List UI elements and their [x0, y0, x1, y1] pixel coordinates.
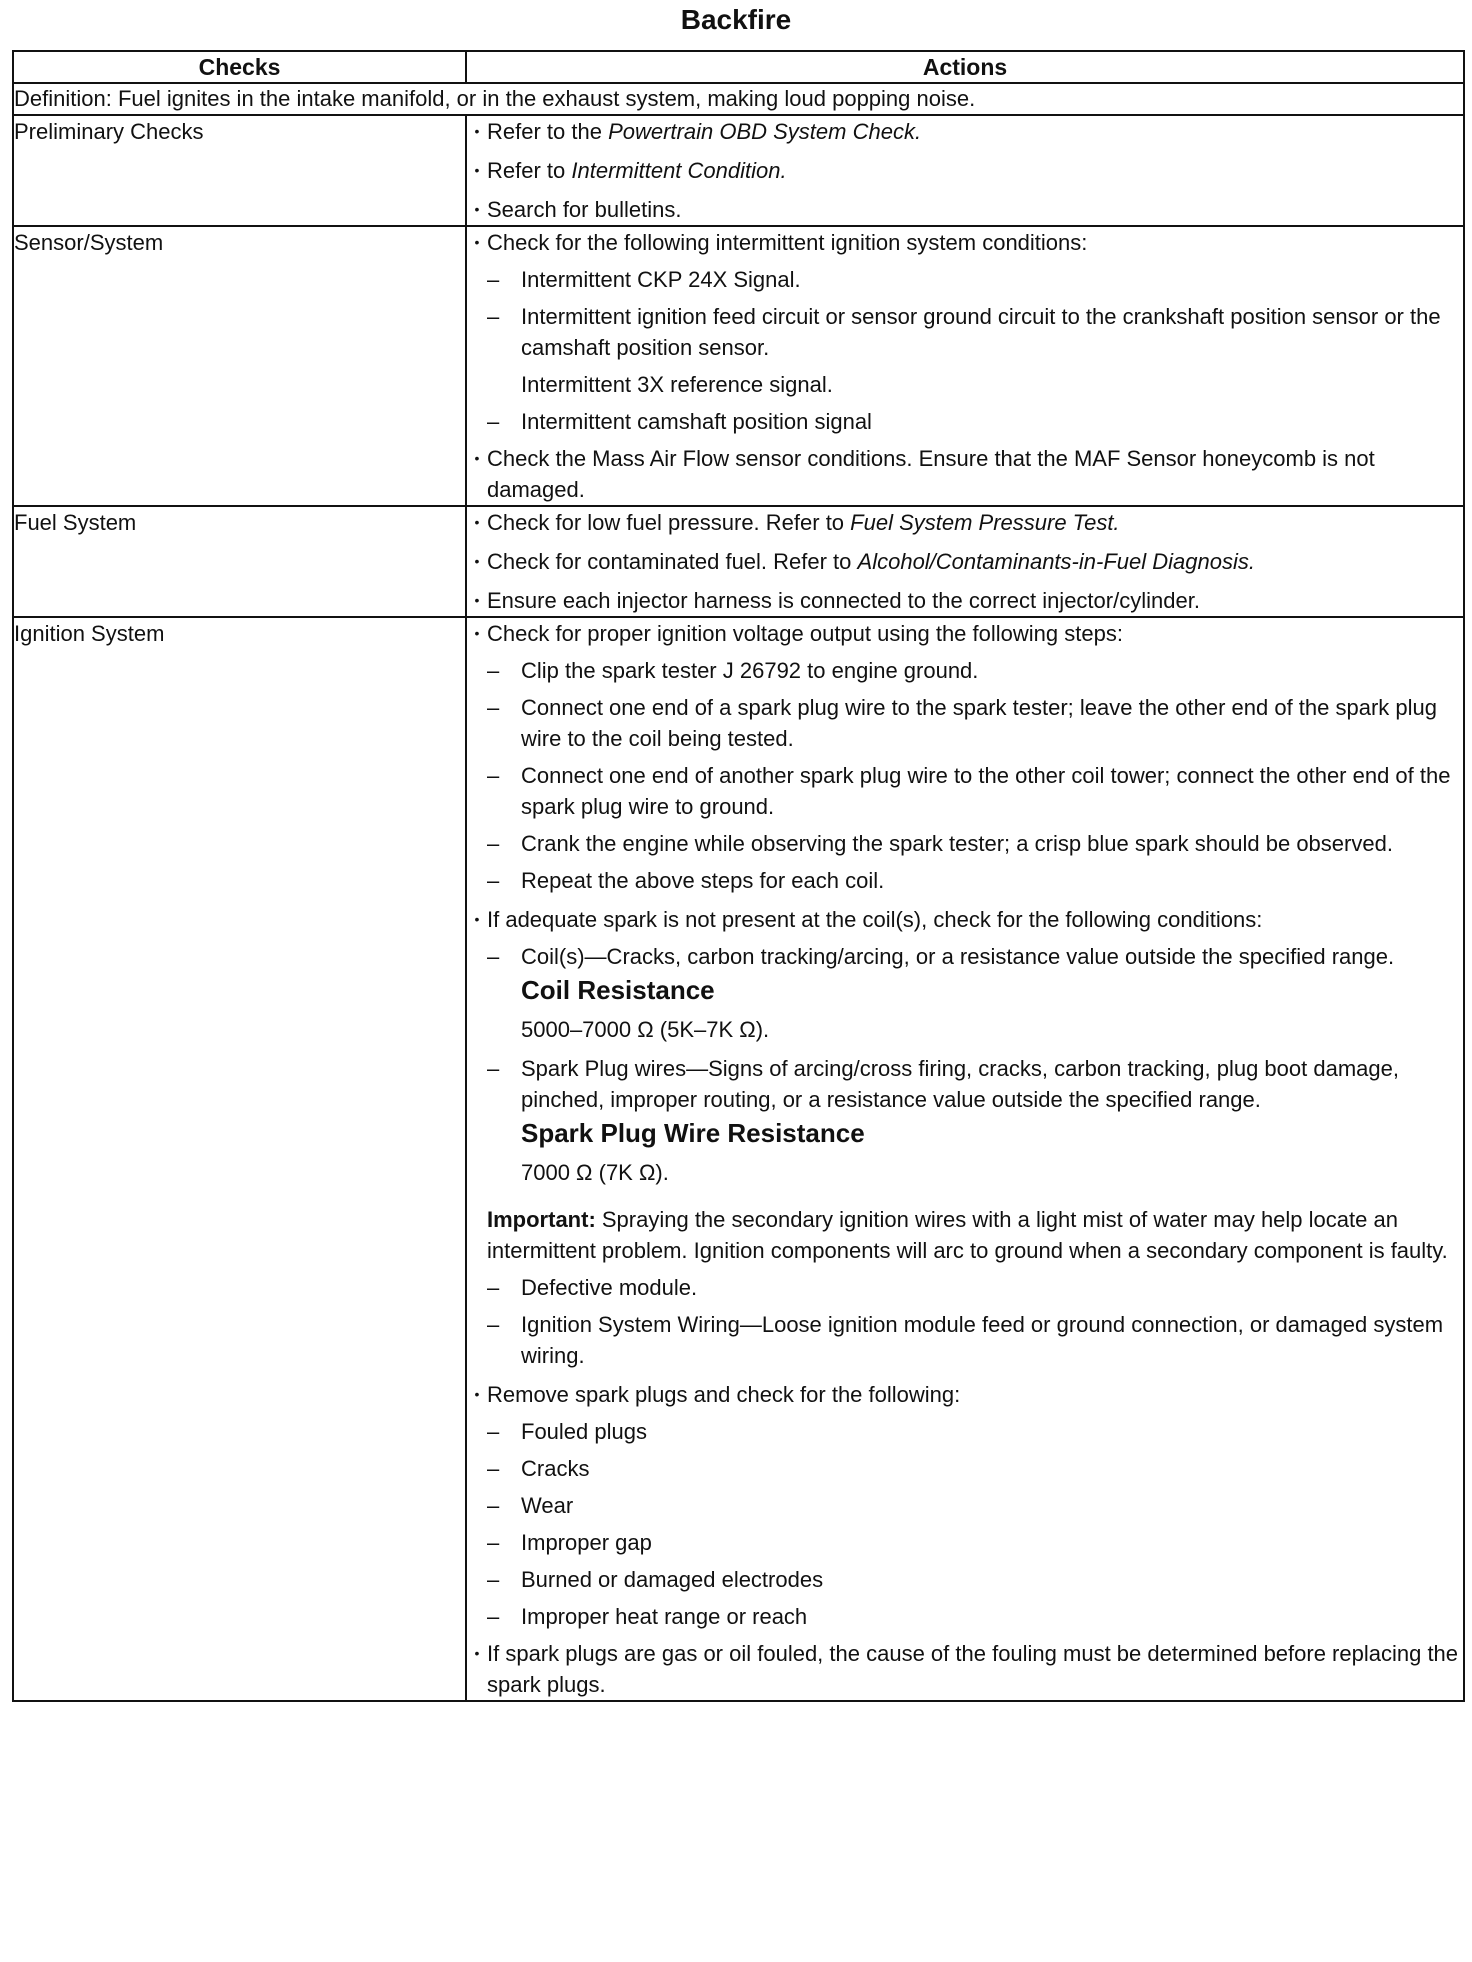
- cross-reference: Alcohol/Contaminants-in-Fuel Diagnosis.: [857, 549, 1255, 574]
- table-row: [13, 506, 1464, 617]
- sub-item: [487, 1309, 1463, 1371]
- sub-item-text: Clip the spark tester J 26792 to engine ground.: [521, 658, 979, 683]
- list-item: [467, 1379, 1463, 1410]
- bullet-icon: •: [474, 592, 480, 608]
- sub-item-note: Intermittent 3X reference signal.: [521, 372, 833, 397]
- sub-item-text: Cracks: [521, 1456, 590, 1481]
- sub-item: [487, 1527, 1463, 1558]
- sub-item-text: Fouled plugs: [521, 1419, 647, 1444]
- cross-reference: Fuel System Pressure Test.: [850, 510, 1120, 535]
- check-label-ignition: Ignition System: [13, 617, 466, 1701]
- dash-icon: –: [487, 1312, 500, 1337]
- dash-icon: –: [487, 944, 500, 969]
- sub-item-text: Connect one end of a spark plug wire to the spark tester; leave the other end of the spark plug wire to the coil being tested.: [521, 695, 1438, 751]
- dash-icon: –: [487, 1056, 500, 1081]
- sub-item-text: Crank the engine while observing the spark tester; a crisp blue spark should be observed.: [521, 831, 1393, 856]
- dash-icon: –: [487, 1604, 500, 1629]
- sub-item-text: Wear: [521, 1493, 574, 1518]
- sub-item-text: Coil(s)—Cracks, carbon tracking/arcing, or a resistance value outside the specified range.: [521, 944, 1395, 969]
- list-item: [467, 227, 1463, 258]
- dash-icon: –: [487, 831, 500, 856]
- list-item: [467, 904, 1463, 935]
- cross-reference: Intermittent Condition.: [571, 158, 787, 183]
- bullet-icon: •: [474, 911, 480, 927]
- action-text: Ensure each injector harness is connected to the correct injector/cylinder.: [487, 588, 1200, 613]
- dash-icon: –: [487, 267, 500, 292]
- table-row: [13, 115, 1464, 226]
- bullet-icon: •: [474, 123, 480, 139]
- sub-item: [487, 941, 1463, 972]
- bullet-icon: •: [474, 234, 480, 250]
- bullet-icon: •: [474, 201, 480, 217]
- bullet-icon: •: [474, 1386, 480, 1402]
- wire-resistance-value: 7000 Ω (7K Ω).: [521, 1160, 669, 1185]
- checks-header: Checks: [13, 51, 466, 83]
- dash-icon: –: [487, 1493, 500, 1518]
- sub-item: [487, 264, 1463, 295]
- action-text: Refer to the: [487, 119, 609, 144]
- sub-item: [487, 1453, 1463, 1484]
- definition-text: Definition: Fuel ignites in the intake manifold, or in the exhaust system, making loud popping noise.: [13, 83, 1464, 115]
- action-text: Remove spark plugs and check for the following:: [487, 1382, 961, 1407]
- sub-item: [487, 1053, 1463, 1115]
- action-text: Refer to: [487, 158, 572, 183]
- table-row: [13, 617, 1464, 1701]
- action-text: If adequate spark is not present at the coil(s), check for the following conditions:: [487, 907, 1263, 932]
- definition-row: [13, 83, 1464, 115]
- sub-item-text: Intermittent camshaft position signal: [521, 409, 872, 434]
- actions-fuel: [466, 506, 1464, 617]
- check-label-sensor: Sensor/System: [13, 226, 466, 506]
- sub-item-text: Spark Plug wires—Signs of arcing/cross firing, cracks, carbon tracking, plug boot damage, pinched, improper routing, or a resistance value outside the specified range.: [521, 1056, 1399, 1112]
- coil-resistance-value: 5000–7000 Ω (5K–7K Ω).: [521, 1017, 770, 1042]
- action-text: Check the Mass Air Flow sensor conditions. Ensure that the MAF Sensor honeycomb is not damaged.: [487, 446, 1375, 502]
- sub-item: [487, 1490, 1463, 1521]
- list-item: [467, 155, 1463, 186]
- dash-icon: –: [487, 763, 500, 788]
- important-note: [487, 1204, 1463, 1266]
- action-text: If spark plugs are gas or oil fouled, the cause of the fouling must be determined before replacing the spark plugs.: [487, 1641, 1459, 1697]
- dash-icon: –: [487, 1530, 500, 1555]
- table-header-row: [13, 51, 1464, 83]
- dash-icon: –: [487, 868, 500, 893]
- sub-item-text: Connect one end of another spark plug wire to the other coil tower; connect the other end of the spark plug wire to ground.: [521, 763, 1451, 819]
- actions-header: Actions: [466, 51, 1464, 83]
- sub-item: [487, 1601, 1463, 1632]
- bullet-icon: •: [474, 514, 480, 530]
- sub-item: [487, 301, 1463, 363]
- bullet-icon: •: [474, 1645, 480, 1661]
- coil-resistance-heading: Coil Resistance: [521, 975, 715, 1005]
- sub-item-text: Intermittent ignition feed circuit or sensor ground circuit to the crankshaft position sensor or the camshaft position sensor.: [521, 304, 1441, 360]
- bullet-icon: •: [474, 625, 480, 641]
- sub-item-text: Improper heat range or reach: [521, 1604, 808, 1629]
- sub-item-text: Repeat the above steps for each coil.: [521, 868, 885, 893]
- table-row: [13, 226, 1464, 506]
- sub-item-text: Intermittent CKP 24X Signal.: [521, 267, 801, 292]
- sub-item: [487, 692, 1463, 754]
- dash-icon: –: [487, 1275, 500, 1300]
- sub-item: [487, 1564, 1463, 1595]
- sub-item-text: Defective module.: [521, 1275, 698, 1300]
- dash-icon: –: [487, 658, 500, 683]
- action-text: Check for low fuel pressure. Refer to: [487, 510, 851, 535]
- sub-item-text: Improper gap: [521, 1530, 652, 1555]
- list-item: [467, 1638, 1463, 1700]
- list-item: [467, 443, 1463, 505]
- action-text: Check for proper ignition voltage output using the following steps:: [487, 621, 1123, 646]
- dash-icon: –: [487, 304, 500, 329]
- check-label-fuel: Fuel System: [13, 506, 466, 617]
- sub-item: [487, 828, 1463, 859]
- important-label: Important:: [487, 1207, 596, 1232]
- list-item: [467, 585, 1463, 616]
- actions-ignition: [466, 617, 1464, 1701]
- list-item: [467, 194, 1463, 225]
- dash-icon: –: [487, 1567, 500, 1592]
- dash-icon: –: [487, 1419, 500, 1444]
- action-text: Check for contaminated fuel. Refer to: [487, 549, 858, 574]
- sub-item: [487, 655, 1463, 686]
- action-text: Check for the following intermittent ignition system conditions:: [487, 230, 1088, 255]
- sub-item: [487, 1416, 1463, 1447]
- dash-icon: –: [487, 409, 500, 434]
- sub-item-text: Ignition System Wiring—Loose ignition module feed or ground connection, or damaged system wiring.: [521, 1312, 1444, 1368]
- dash-icon: –: [487, 695, 500, 720]
- bullet-icon: •: [474, 162, 480, 178]
- important-text: Spraying the secondary ignition wires with a light mist of water may help locate an intermittent problem. Ignition components will arc to ground when a secondary component is faulty.: [487, 1207, 1448, 1263]
- bullet-icon: •: [474, 553, 480, 569]
- dash-icon: –: [487, 1456, 500, 1481]
- bullet-icon: •: [474, 450, 480, 466]
- sub-item: [487, 760, 1463, 822]
- actions-sensor: [466, 226, 1464, 506]
- page-title: Backfire: [680, 4, 792, 35]
- list-item: [467, 116, 1463, 147]
- sub-item: [487, 1272, 1463, 1303]
- action-text: Search for bulletins.: [487, 197, 682, 222]
- sub-item: [487, 406, 1463, 437]
- cross-reference: Powertrain OBD System Check.: [608, 119, 922, 144]
- list-item: [467, 618, 1463, 649]
- wire-resistance-heading: Spark Plug Wire Resistance: [521, 1118, 865, 1148]
- list-item: [467, 546, 1463, 577]
- list-item: [467, 507, 1463, 538]
- sub-item: [487, 865, 1463, 896]
- diagnosis-table: [12, 50, 1465, 1702]
- check-label-preliminary: Preliminary Checks: [13, 115, 466, 226]
- sub-item-text: Burned or damaged electrodes: [521, 1567, 824, 1592]
- actions-preliminary: [466, 115, 1464, 226]
